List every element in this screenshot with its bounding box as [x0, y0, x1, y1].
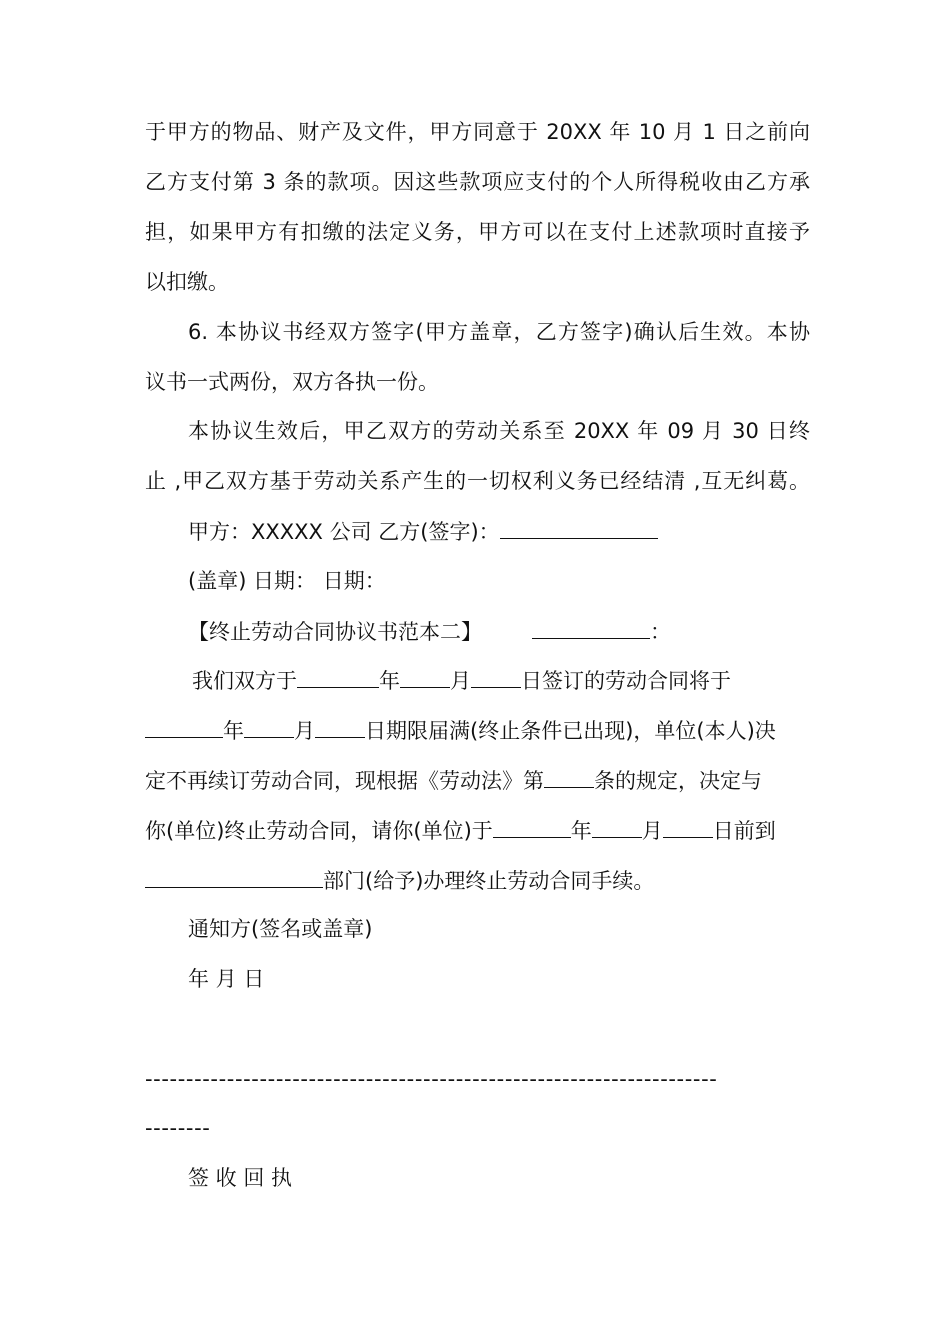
paragraph-1-line-1: 于甲方的物品、财产及文件，甲方同意于 20XX 年 10 月 1 日之前向	[145, 120, 810, 144]
sample-two-line-2	[145, 715, 810, 746]
paragraph-1-line-2: 乙方支付第 3 条的款项。因这些款项应支付的个人所得税收由乙方承	[145, 170, 810, 194]
department-blank	[145, 865, 323, 888]
paragraph-2-line-2: 议书一式两份，双方各执一份。	[145, 370, 439, 394]
sample-two-line-4	[145, 815, 810, 846]
separator-line-2: --------	[145, 1116, 211, 1140]
sample-two-title: 【终止劳动合同协议书范本二】	[188, 620, 482, 644]
sample-two-line-3-text-a: 定不再续订劳动合同，现根据《劳动法》第	[145, 769, 544, 793]
receipt-title: 签 收 回 执	[188, 1166, 293, 1190]
deadline-day-blank	[663, 815, 713, 838]
recipient-name-blank	[532, 616, 650, 639]
expiry-month-blank	[244, 715, 294, 738]
signature-party-text: 甲方：XXXXX 公司 乙方(签字)：	[188, 520, 500, 544]
sign-year-blank	[297, 665, 379, 688]
seal-date-line: (盖章) 日期： 日期：	[188, 569, 386, 593]
notifier-line: 通知方(签名或盖章)	[188, 917, 373, 941]
date-line: 年 月 日	[188, 967, 265, 991]
sample-two-line-1-text-a: 我们双方于	[192, 669, 297, 693]
sample-two-line-3-text-b: 条的规定，决定与	[594, 769, 762, 793]
signature-party-line	[188, 516, 810, 547]
expiry-year-blank	[145, 715, 223, 738]
sample-two-line-4-text-c: 月	[641, 819, 663, 843]
sample-two-line-5-text: 部门(给予)办理终止劳动合同手续。	[323, 869, 655, 893]
paragraph-1-line-4: 以扣缴。	[145, 270, 229, 294]
paragraph-3-line-1: 本协议生效后，甲乙双方的劳动关系至 20XX 年 09 月 30 日终	[188, 419, 810, 443]
expiry-day-blank	[315, 715, 365, 738]
deadline-month-blank	[592, 815, 642, 838]
sample-two-line-4-text-a: 你(单位)终止劳动合同，请你(单位)于	[145, 819, 493, 843]
sample-two-line-2-text-c: 日期限届满(终止条件已出现)，单位(本人)决	[365, 719, 776, 743]
paragraph-1-line-3: 担，如果甲方有扣缴的法定义务，甲方可以在支付上述款项时直接予	[145, 220, 810, 244]
sign-day-blank	[471, 665, 521, 688]
sample-two-line-4-text-b: 年	[570, 819, 592, 843]
paragraph-3-line-2: 止 ,甲乙双方基于劳动关系产生的一切权利义务已经结清 ,互无纠葛。	[145, 469, 810, 493]
sample-two-line-5	[145, 865, 810, 896]
recipient-colon: ：	[650, 620, 671, 644]
deadline-year-blank	[493, 815, 571, 838]
sample-two-line-1-text-d: 日签订的劳动合同将于	[521, 669, 731, 693]
sample-two-line-1-text-b: 年	[379, 669, 400, 693]
sample-two-line-1-text-c: 月	[450, 669, 471, 693]
law-article-blank	[544, 765, 594, 788]
paragraph-2-line-1: 6. 本协议书经双方签字(甲方盖章，乙方签字)确认后生效。本协	[188, 320, 810, 344]
sample-two-line-1	[192, 665, 810, 696]
sign-month-blank	[400, 665, 450, 688]
sample-two-line-4-text-d: 日前到	[712, 819, 776, 843]
sample-two-line-2-text-a: 年	[223, 719, 244, 743]
sample-two-line-3	[145, 765, 810, 796]
sample-two-title-line	[188, 616, 810, 647]
sample-two-line-2-text-b: 月	[294, 719, 315, 743]
separator-line-1: ----------------------------------------------------------------------	[145, 1067, 718, 1091]
party-b-signature-blank	[500, 516, 658, 539]
